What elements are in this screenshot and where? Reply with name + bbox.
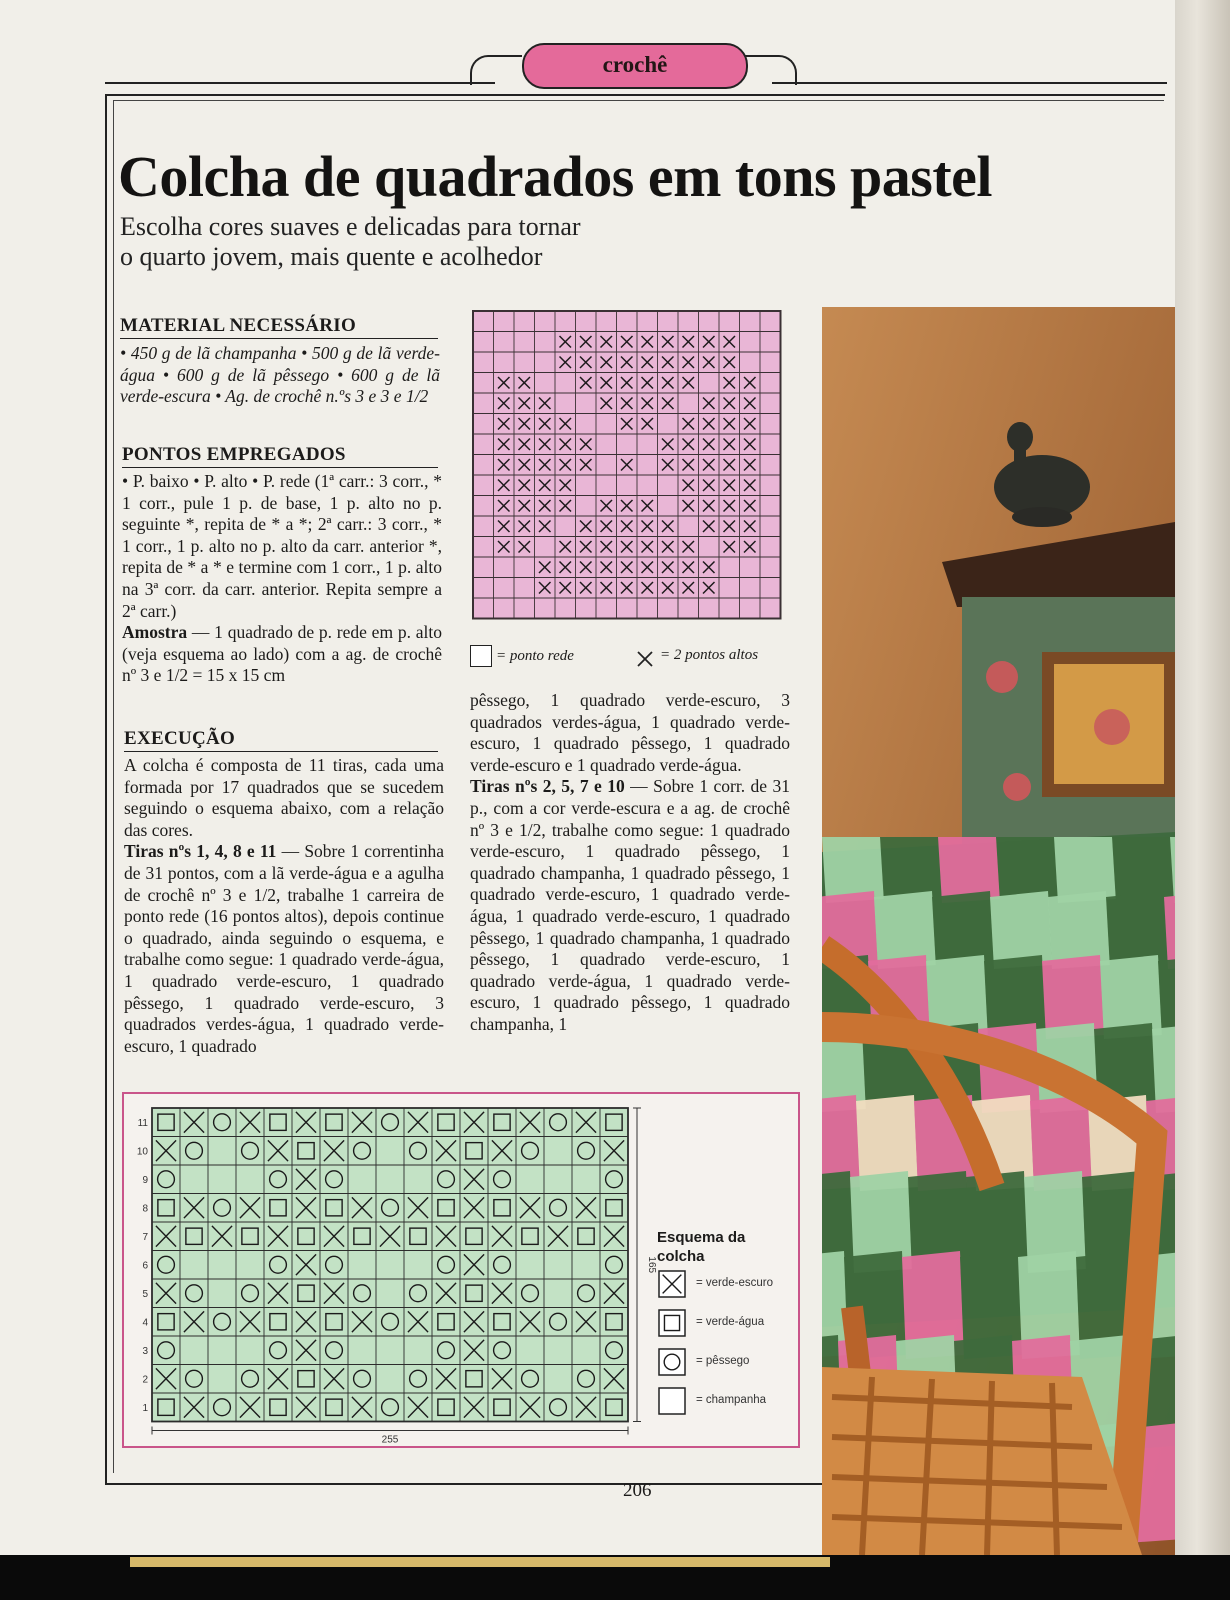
legend-symbol-icon [658,1348,686,1376]
scheme-row-label: 11 [137,1117,148,1129]
scheme-box [122,1092,800,1448]
scheme-row-label: 8 [142,1203,148,1215]
scheme-row-label: 6 [142,1260,148,1272]
scheme-row-label: 2 [142,1374,148,1386]
pontos-heading: PONTOS EMPREGADOS [122,444,438,468]
amostra-label: Amostra [122,622,188,643]
bedspread-photo [822,307,1175,1555]
tiras-1-label: Tiras nºs 1, 4, 8 e 11 [124,841,277,862]
material-heading: MATERIAL NECESSÁRIO [120,315,438,339]
legend-label: = verde-escuro [696,1277,774,1289]
scheme-row-label: 3 [142,1345,148,1357]
scheme-row-label: 4 [142,1317,148,1329]
article-subtitle: Escolha cores suaves e delicadas para tornar o quarto jovem, mais quente e acolhedor [120,212,581,271]
execucao-text: A colcha é composta de 11 tiras, cada uma formada por 17 quadrados que se sucedem seguindo o esquema abaixo, com a relação das cores. Tiras nºs 1, 4, 8 e 11 — Sobre 1 correntinha de 31 pontos, com a lã verde-água e a agulha de crochê nº 3 e 1/2, trabalhe 1 carreira de ponto rede (16 pontos altos), depois continue o quadrado, ainda seguindo o esquema, e trabalhe como segue: 1 quadrado verde-água, 1 quadrado verde-escuro, 1 quadrado pêssego, 1 quadrado verde-escuro, 3 quadrados verdes-água, 1 quadrado verde-escuro, 1 quadrado [124,755,444,1056]
legend-label: = pêssego [696,1355,750,1367]
material-text: • 450 g de lã champanha • 500 g de lã verde-água • 600 g de lã pêssego • 600 g de lã verde-escura • Ag. de crochê n.ºs 3 e 3 e 1/2 [120,343,440,407]
execucao-text-col2: pêssego, 1 quadrado verde-escuro, 3 quadrados verdes-água, 1 quadrado verde-escuro, 1 quadrado pêssego, 1 quadrado verde-escuro e 1 quadrado verde-água. Tiras nºs 2, 5, 7 e 10 — Sobre 1 corr. de 31 p., com a cor verde-escura e a ag. de crochê nº 3 e 1/2, trabalhe como segue: 1 quadrado verde-escuro, 1 quadrado pêssego, 1 quadrado champanha, 1 quadrado pêssego, 1 quadrado verde-escuro, 1 quadrado verde-água, 1 quadrado verde-escuro, 1 quadrado pêssego, 1 quadrado champanha, 1 quadrado pêssego, 1 quadrado verde-escuro, 1 quadrado verde-água, 1 quadrado verde-escuro, 1 quadrado pêssego, 1 quadrado champanha, 1 [470,690,790,1034]
altos-legend: = 2 pontos altos [660,647,759,663]
article-title: Colcha de quadrados em tons pastel [118,144,993,209]
scheme-row-label: 7 [142,1231,148,1243]
tiras-2-label: Tiras nºs 2, 5, 7 e 10 [470,776,625,797]
scheme-row-label: 10 [136,1146,148,1158]
legend-label: = verde-água [696,1316,765,1328]
scheme-row-label: 5 [142,1288,148,1300]
legend-label: = champanha [696,1394,767,1406]
scheme-height-label: 165 [646,1256,657,1274]
scheme-title: Esquema da colcha [657,1229,746,1265]
legend-symbol-icon [658,1387,686,1415]
legend-symbol-icon [658,1309,686,1337]
stitch-chart [470,308,784,622]
scheme-row-label: 1 [142,1402,148,1414]
execucao-heading: EXECUÇÃO [124,728,438,752]
header-rule-right [772,82,1167,84]
legend-symbol-icon [658,1270,686,1298]
scan-border [0,1555,1230,1600]
section-label: crochê [522,43,748,89]
page-edge [1175,0,1230,1600]
page-number: 206 [623,1480,652,1501]
rede-legend: = ponto rede [496,648,574,664]
header-rule-left [105,82,495,84]
rede-symbol-icon [470,645,492,667]
scheme-row-label: 9 [142,1174,148,1186]
scheme-width-label: 255 [381,1434,399,1446]
pontos-text: • P. baixo • P. alto • P. rede (1ª carr.: 3 corr., * 1 corr., pule 1 p. de base, 1 p. alto no p. seguinte *, repita de * a *; 2ª carr.: 3 corr., * 1 corr., 1 p. alto no p. alto da carr. anterior *, repita de * a * e termine com 1 corr., 1 p. alto na 3ª corr. da carr. anterior. Repita sempre a 2ª carr.) Amostra — 1 quadrado de p. rede em p. alto (veja esquema ao lado) com a ag. de crochê nº 3 e 1/2 = 15 x 15 cm [122,471,442,686]
cross-symbol-icon [636,650,654,668]
